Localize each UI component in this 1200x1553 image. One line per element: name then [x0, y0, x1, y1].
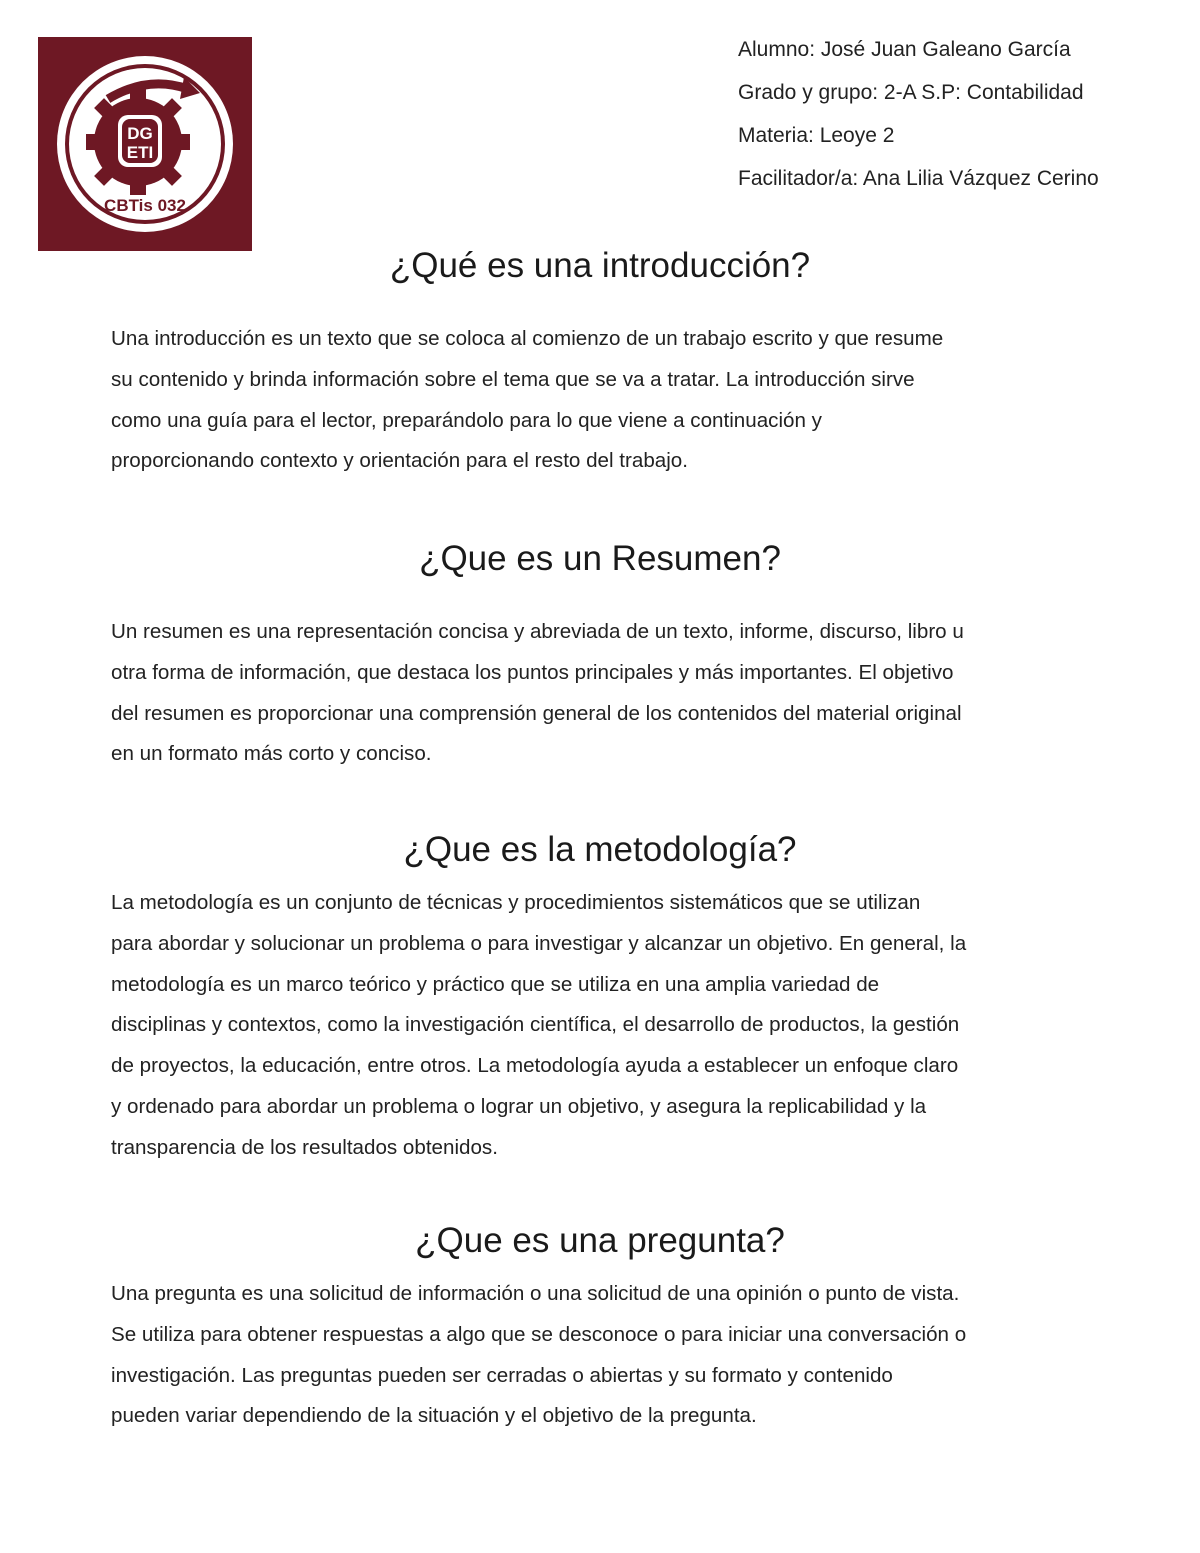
student-name: Alumno: José Juan Galeano García	[738, 38, 1071, 61]
facilitator: Facilitador/a: Ana Lilia Vázquez Cerino	[738, 167, 1099, 190]
paragraph-line: para abordar y solucionar un problema o para investigar y alcanzar un objetivo. En general, la	[111, 931, 967, 955]
paragraph-line: Una introducción es un texto que se coloca al comienzo de un trabajo escrito y que resume	[111, 327, 944, 350]
section-title-introduccion: ¿Qué es una introducción?	[389, 246, 811, 285]
grade-group: Grado y grupo: 2-A S.P: Contabilidad	[738, 81, 1084, 104]
section-title-resumen: ¿Que es un Resumen?	[419, 539, 781, 578]
paragraph-line: Un resumen es una representación concisa y abreviada de un texto, informe, discurso, libro u	[111, 620, 964, 643]
logo-text-top: DG	[127, 124, 153, 143]
school-logo	[38, 37, 252, 251]
paragraph-line: Una pregunta es una solicitud de información o una solicitud de una opinión o punto de vista.	[111, 1282, 960, 1305]
paragraph-line: investigación. Las preguntas pueden ser cerradas o abiertas y su formato y contenido	[111, 1363, 893, 1387]
logo-text-bottom: ETI	[126, 143, 154, 162]
student-info	[738, 28, 1178, 200]
paragraph-line: otra forma de información, que destaca los puntos principales y más importantes. El objetivo	[111, 660, 954, 684]
paragraph-line: proporcionando contexto y orientación para el resto del trabajo.	[111, 449, 688, 473]
section-body-resumen	[111, 612, 1101, 775]
section-body-metodologia	[111, 883, 1101, 1169]
paragraph-line: como una guía para el lector, preparándolo para lo que viene a continuación y	[111, 408, 822, 432]
logo-school-name: CBTis 032	[104, 196, 186, 215]
section-title-pregunta: ¿Que es una pregunta?	[415, 1221, 785, 1260]
paragraph-line: La metodología es un conjunto de técnicas y procedimientos sistemáticos que se utilizan	[111, 891, 921, 914]
section-body-introduccion	[111, 319, 1101, 482]
section-title-metodologia: ¿Que es la metodología?	[403, 830, 797, 869]
paragraph-line: su contenido y brinda información sobre el tema que se va a tratar. La introducción sirve	[111, 367, 915, 391]
paragraph-line: disciplinas y contextos, como la investigación científica, el desarrollo de productos, la gestión	[111, 1013, 960, 1037]
paragraph-line: de proyectos, la educación, entre otros. La metodología ayuda a establecer un enfoque claro	[111, 1054, 959, 1078]
paragraph-line: metodología es un marco teórico y práctico que se utiliza en una amplia variedad de	[111, 972, 880, 996]
paragraph-line: en un formato más corto y conciso.	[111, 742, 432, 766]
cbtis-logo-graphic	[38, 37, 252, 251]
subject: Materia: Leoye 2	[738, 124, 895, 147]
paragraph-line: pueden variar dependiendo de la situación y el objetivo de la pregunta.	[111, 1404, 757, 1428]
paragraph-line: y ordenado para abordar un problema o lograr un objetivo, y asegura la replicabilidad y la	[111, 1094, 927, 1118]
paragraph-line: Se utiliza para obtener respuestas a algo que se desconoce o para iniciar una conversación o	[111, 1322, 967, 1346]
paragraph-line: transparencia de los resultados obtenidos.	[111, 1135, 498, 1159]
paragraph-line: del resumen es proporcionar una comprensión general de los contenidos del material original	[111, 701, 962, 725]
section-body-pregunta	[111, 1274, 1101, 1437]
